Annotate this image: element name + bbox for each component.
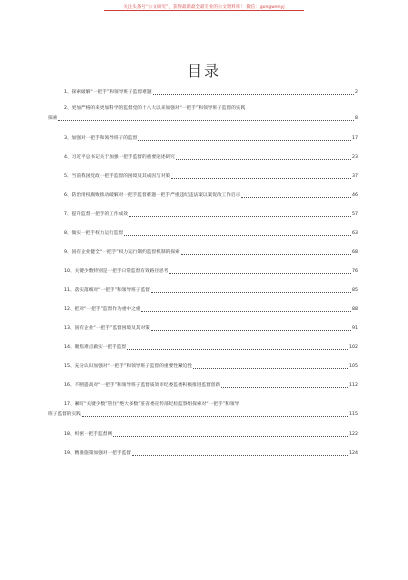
toc-entry-text-cont: 探索 [48,116,58,121]
toc-entry-text: 13、国有企业“一把手”监督困境及其对策 [64,326,150,331]
toc-entry[interactable] [48,430,358,449]
toc-page-number: 37 [352,174,358,179]
toc-entry[interactable] [48,104,358,134]
toc-entry-text: 4、习近平总书记关于加强一把手监督的重要论述研究 [64,155,175,160]
toc-entry-text: 17、紧盯“关键少数”管住“绝大多数”驻省委宣传部纪检监察组探索对“一把手”和领导 [64,402,240,407]
toc-entry-text: 19、精准施策加强对一把手监督 [64,451,131,456]
toc-leader-dots [151,330,351,331]
toc-entry[interactable] [48,191,358,210]
toc-entry[interactable] [48,449,358,468]
toc-leader-dots [193,368,348,369]
toc-page-number: 2 [355,90,358,95]
toc-page-number: 8 [355,116,358,121]
toc-leader-dots [169,273,351,274]
toc-page-number: 102 [349,345,358,350]
toc-leader-dots [138,140,351,141]
toc-leader-dots [82,416,348,417]
toc-entry[interactable] [48,172,358,191]
toc-leader-dots [129,216,351,217]
toc-entry-text: 16、不断提高对“一把手”和领导班子监督质效市纪委监委积极推进监督创新 [64,383,221,388]
toc-page-number: 91 [352,326,358,331]
toc-page-number: 85 [352,288,358,293]
toc-leader-dots [113,436,348,437]
toc-page-number: 46 [352,193,358,198]
toc-entry[interactable] [48,324,358,343]
header-banner: 关注头条号“公文研究”，获得最新最全最专业的公文资料库！ 微信：gongwenyj [123,5,285,10]
toc-entry[interactable] [48,153,358,172]
toc-leader-dots [176,159,351,160]
toc-page-number: 112 [349,383,358,388]
toc-entry-text: 5、当前我国党政一把手监督的困境及其成因与对策 [64,174,171,179]
toc-entry[interactable] [48,400,358,430]
toc-entry-text: 2、更加严格的来更加科学的监督党的十八大以来加强对“一把手”和领导班子监督的实践 [64,106,246,111]
toc-leader-dots [151,292,351,293]
toc-entry[interactable] [48,362,358,381]
toc-entry[interactable] [48,88,358,104]
toc-entry[interactable] [48,248,358,267]
toc-page-number: 57 [352,212,358,217]
header-divider [104,10,304,11]
toc-entry-text: 3、加强对一把手和领导班子的监督 [64,136,138,141]
toc-page-number: 63 [352,231,358,236]
toc-leader-dots [171,178,351,179]
toc-entry[interactable] [48,286,358,305]
toc-page-number: 17 [352,136,358,141]
toc-entry-text: 11、落实落细对“一把手”和领导班子监督 [64,288,150,293]
toc-page-number: 124 [349,451,358,456]
toc-entry-text-cont: 班子监督的实践 [48,412,81,417]
toc-entry-text: 12、把对“一把手”监督作为重中之重 [64,307,141,312]
toc-page-number: 105 [349,364,358,369]
page-title: 目录 [186,62,221,80]
toc-leader-dots [181,254,351,255]
toc-entry-text: 1、探索破解“一把手”和领导班子监督难题 [64,90,152,95]
toc-entry[interactable] [48,229,358,248]
toc-entry[interactable] [48,267,358,286]
toc-page-number: 76 [352,269,358,274]
toc-entry-text: 14、聚焦难点做实一把手监督 [64,345,127,350]
toc-leader-dots [58,120,354,121]
toc-leader-dots [153,94,354,95]
toc-entry-text: 18、织密一把手监督网 [64,432,113,437]
toc-page-number: 23 [352,155,358,160]
toc-list [48,88,358,468]
toc-entry[interactable] [48,210,358,229]
toc-leader-dots [221,387,348,388]
toc-leader-dots [124,235,351,236]
toc-leader-dots [141,311,351,312]
toc-entry-text: 8、做实一把手权力运行监督 [64,231,124,236]
toc-page-number: 68 [352,250,358,255]
toc-entry-text: 15、充分认识加强对“一把手”和领导班子监督的重要性紧迫性 [64,364,193,369]
toc-entry[interactable] [48,381,358,400]
toc-entry-text: 9、国有企业健全“一把手”权力运行制约监督机制的探索 [64,250,180,255]
toc-entry[interactable] [48,343,358,362]
toc-entry-text: 6、防治用权腐败推动破解对一把手监督难题一把手严重违纪违法案以案促改工作启示 [64,193,241,198]
toc-page-number: 122 [349,432,358,437]
toc-entry[interactable] [48,134,358,153]
toc-entry[interactable] [48,305,358,324]
toc-leader-dots [241,197,351,198]
toc-entry-text: 10、关键少数特别是一把手日常监督有效路径思考 [64,269,169,274]
toc-page-number: 115 [349,412,358,417]
toc-leader-dots [127,349,348,350]
toc-page-number: 88 [352,307,358,312]
toc-entry-text: 7、提升监督一把手的工作成效 [64,212,128,217]
toc-leader-dots [132,455,348,456]
